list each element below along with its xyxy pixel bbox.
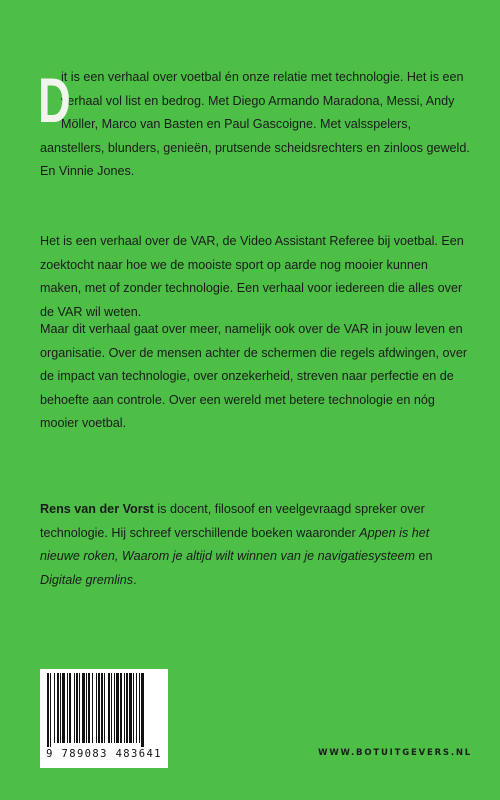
isbn-number: 9 789083 483641 (46, 748, 162, 760)
barcode-bar (96, 673, 97, 743)
publisher-url: WWW.BOTUITGEVERS.NL (318, 748, 472, 758)
drop-cap: D (38, 66, 71, 136)
barcode-bar (126, 673, 128, 743)
barcode-bar (47, 673, 49, 747)
intro-paragraph (40, 66, 470, 184)
bio-text-3: . (133, 572, 137, 587)
barcode-bar (141, 673, 144, 747)
barcode (40, 669, 168, 768)
barcode-bar (74, 673, 75, 743)
barcode-bar (50, 673, 51, 747)
paragraph-var: Het is een verhaal over de VAR, de Video Assistant Referee bij voetbal. Een zoektocht naar hoe we de mooiste sport op aarde nog mooier kunnen maken, met of zonder technologie. Een verhaal voor iedereen die alles over de VAR wil weten. (40, 234, 464, 319)
barcode-bar (88, 673, 90, 743)
barcode-bar (116, 673, 119, 743)
barcode-bar (82, 673, 85, 743)
barcode-bar (62, 673, 65, 743)
barcode-bar (54, 673, 55, 743)
barcode-bar (69, 673, 71, 743)
barcode-bar (108, 673, 110, 743)
barcode-bar (114, 673, 115, 743)
barcode-bar (120, 673, 122, 743)
barcode-bar (136, 673, 137, 743)
barcode-bar (104, 673, 105, 743)
barcode-bar (60, 673, 61, 743)
barcode-bars (43, 673, 165, 747)
book-title-2: Digitale gremlins (40, 572, 134, 587)
barcode-bar (92, 673, 93, 743)
author-bio (40, 498, 470, 592)
barcode-bar (98, 673, 100, 743)
intro-text: it is een verhaal over voetbal én onze relatie met technologie. Het is een verhaal vol list en bedrog. Met Diego Armando Maradona, Messi, Andy Möller, Marco van Basten en Paul Gascoigne. Met valsspelers, aanstellers, blunders, genieën, prutsende scheidsrechters en zinloos geweld. En Vinnie Jones. (40, 70, 470, 178)
barcode-bar (86, 673, 87, 743)
barcode-bar (129, 673, 132, 743)
barcode-bar (79, 673, 80, 743)
barcode-bar (101, 673, 103, 743)
book-titles-1: Appen is het nieuwe roken, Waarom je altijd wilt winnen van je navigatiesysteem (40, 525, 430, 563)
barcode-bar (111, 673, 112, 743)
author-name: Rens van der Vorst (40, 502, 154, 516)
barcode-bar (133, 673, 134, 743)
barcode-bar (57, 673, 59, 743)
barcode-bar (67, 673, 68, 743)
barcode-bar (76, 673, 78, 743)
barcode-bar (124, 673, 125, 743)
paragraph-more: Maar dit verhaal gaat over meer, namelijk ook over de VAR in jouw leven en organisatie. Over de mensen achter de schermen die regels afdwingen, over de impact van technologie, over onzekerheid, streven naar perfectie en de behoefte aan controle. Over een wereld met betere technologie en nóg mooier voetbal. (40, 322, 468, 430)
bio-text-1: is docent, filosoof en veelgevraagd spreker over technologie. Hij schreef verschillende boeken waaronder (40, 502, 425, 540)
bio-text-2: en (414, 549, 433, 563)
barcode-bar (139, 673, 140, 743)
